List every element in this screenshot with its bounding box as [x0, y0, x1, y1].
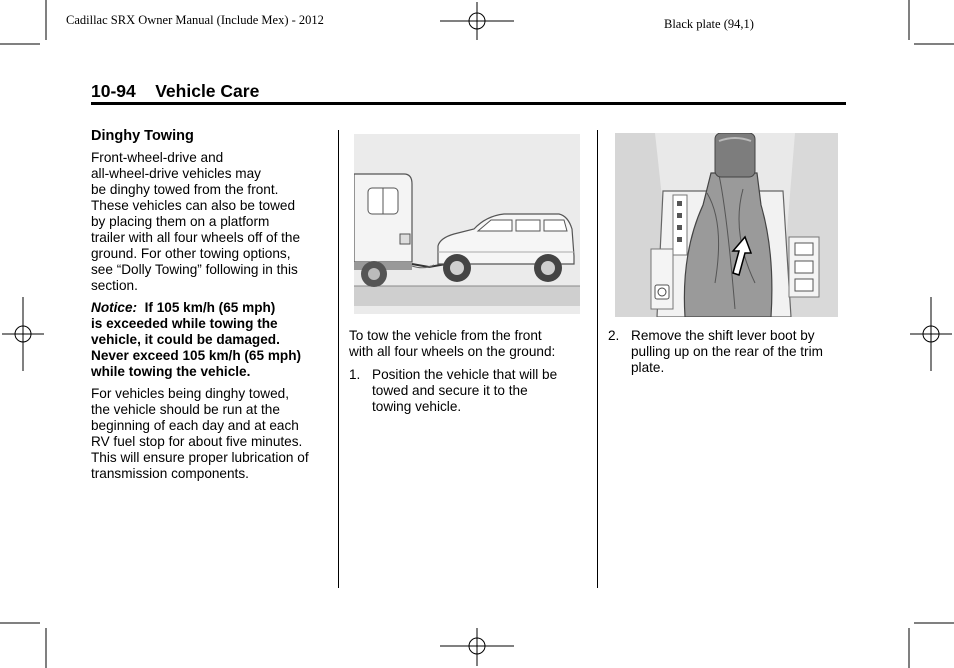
text-line: be dinghy towed from the front.	[91, 182, 279, 197]
text-line: is exceeded while towing the	[91, 316, 278, 331]
plate-label: Black plate (94,1)	[664, 17, 754, 31]
text-line: For vehicles being dinghy towed,	[91, 386, 289, 401]
step-number: 2.	[608, 328, 620, 343]
list-item-step-2	[608, 328, 843, 376]
text-line: while towing the vehicle.	[91, 364, 251, 379]
text-line: towed and secure it to the	[372, 383, 528, 398]
section-title	[91, 81, 259, 102]
run-engine-paragraph	[91, 386, 331, 482]
text-line: trailer with all four wheels off of the	[91, 230, 301, 245]
column-2	[349, 328, 584, 415]
text-line: plate.	[631, 360, 665, 375]
text-line: section.	[91, 278, 138, 293]
text-line: pulling up on the rear of the trim	[631, 344, 823, 359]
step-number: 1.	[349, 367, 361, 382]
column-3	[608, 328, 843, 376]
text-line: transmission components.	[91, 466, 249, 481]
dinghy-towing-heading: Dinghy Towing	[91, 128, 194, 144]
notice-text: If 105 km/h (65 mph)	[144, 300, 276, 315]
column-divider	[597, 130, 598, 588]
column-divider	[338, 130, 339, 588]
manual-title: Cadillac SRX Owner Manual (Include Mex) - 2012	[66, 13, 324, 27]
text-line	[91, 300, 331, 316]
text-line: This will ensure proper lubrication of	[91, 450, 309, 465]
dinghy-towing-paragraph	[91, 150, 331, 294]
column-1	[91, 128, 331, 482]
text-line: Front-wheel-drive and	[91, 150, 224, 165]
text-line: by placing them on a platform	[91, 214, 270, 229]
list-item-step-1	[349, 367, 584, 415]
text-line: RV fuel stop for about five minutes.	[91, 434, 303, 449]
text-line: These vehicles can also be towed	[91, 198, 296, 213]
shift-lever-boot-illustration	[615, 133, 838, 317]
text-line: Position the vehicle that will be	[372, 367, 558, 382]
text-line: towing vehicle.	[372, 399, 462, 414]
rv-towing-suv-illustration	[354, 134, 580, 314]
section-name: Vehicle Care	[155, 81, 260, 101]
page-number: 10-94	[91, 81, 136, 101]
text-line: the vehicle should be run at the	[91, 402, 280, 417]
text-line: ground. For other towing options,	[91, 246, 291, 261]
text-line: Never exceed 105 km/h (65 mph)	[91, 348, 302, 363]
tow-intro-paragraph	[349, 328, 584, 360]
text-line: all-wheel-drive vehicles may	[91, 166, 261, 181]
text-line: beginning of each day and at each	[91, 418, 299, 433]
text-line: see “Dolly Towing” following in this	[91, 262, 298, 277]
notice-block	[91, 300, 331, 380]
text-line: vehicle, it could be damaged.	[91, 332, 280, 347]
section-rule	[91, 102, 846, 105]
text-line: To tow the vehicle from the front	[349, 328, 542, 343]
notice-label: Notice:	[91, 300, 138, 315]
text-line: with all four wheels on the ground:	[349, 344, 556, 359]
text-line: Remove the shift lever boot by	[631, 328, 815, 343]
